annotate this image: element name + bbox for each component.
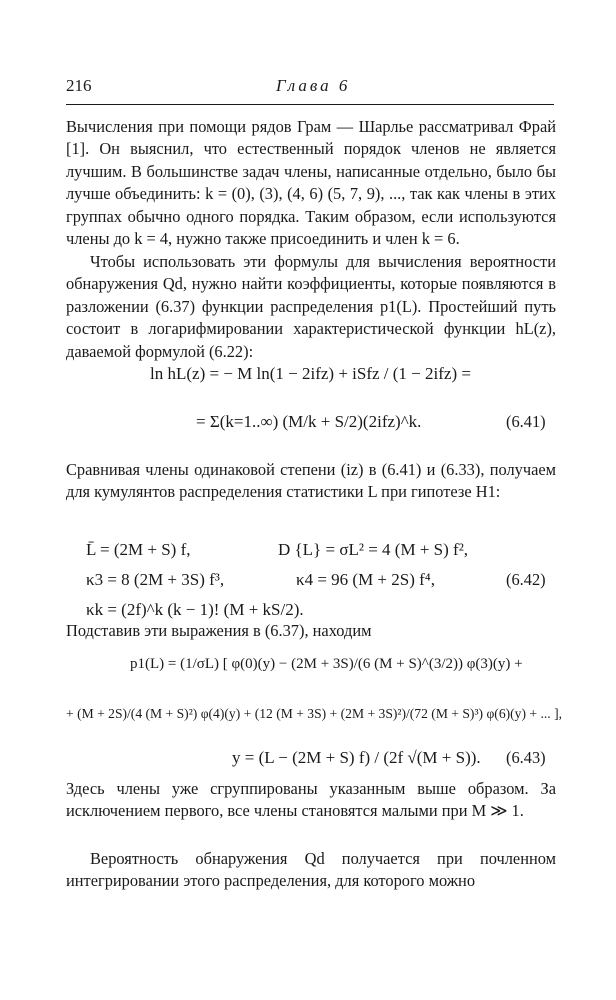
paragraph-2: Чтобы использовать эти формулы для вычисления вероятности обнаружения Qd, нужно найти коэффициенты, которые появляются в разложении (6.37) функции распределения p1(L). Простейший путь состоит в логарифмировании характеристической функции hL(z), даваемой формулой (6.22): <box>66 252 556 361</box>
chapter-title: Глава 6 <box>276 76 351 95</box>
equation-number-6-43: (6.43) <box>506 748 546 767</box>
equation-6-42-mean: L̄ = (2M + S) f, <box>86 540 191 559</box>
equation-number-6-42: (6.42) <box>506 570 546 589</box>
header-rule <box>66 104 554 105</box>
paragraph-4: Подставив эти выражения в (6.37), находим <box>66 621 372 640</box>
paragraph-5: Здесь члены уже сгруппированы указанным выше образом. За исключением первого, все члены становятся малыми при M ≫ 1. <box>66 779 556 821</box>
equation-6-43-line-3: y = (L − (2M + S) f) / (2f √(M + S)). <box>232 748 481 767</box>
paragraph-3: Сравнивая члены одинаковой степени (iz) в (6.41) и (6.33), получаем для кумулянтов распределения статистики L при гипотезе H1: <box>66 460 556 502</box>
equation-6-41-line-2: = Σ(k=1..∞) (M/k + S/2)(2ifz)^k. <box>196 412 422 431</box>
equation-6-42-kappa3: κ3 = 8 (2M + 3S) f³, <box>86 570 225 589</box>
paragraph-6: Вероятность обнаружения Qd получается при почленном интегрировании этого распределения, для которого можно <box>66 849 556 891</box>
equation-6-42-variance: D {L} = σL² = 4 (M + S) f², <box>278 540 469 559</box>
equation-6-43-line-2: + (M + 2S)/(4 (M + S)²) φ(4)(y) + (12 (M + 3S) + (2M + 3S)²)/(72 (M + S)³) φ(6)(y) + ... ], <box>66 706 562 721</box>
paragraph-1: Вычисления при помощи рядов Грам — Шарлье рассматривал Фрай [1]. Он выяснил, что естественный порядок членов не является лучшим. В большинстве задач члены, написанные отдельно, было бы лучше объединить: k = (0), (3), (4, 6) (5, 7, 9), ..., так как члены в этих группах обычно одного порядка. Таким образом, если используются члены до k = 4, нужно также присоединить и член k = 6. <box>66 117 556 249</box>
equation-number-6-41: (6.41) <box>506 412 546 431</box>
page-number: 216 <box>66 76 92 95</box>
running-header <box>66 76 554 100</box>
equation-6-43-line-1: p1(L) = (1/σL) [ φ(0)(y) − (2M + 3S)/(6 (M + S)^(3/2)) φ(3)(y) + <box>130 656 523 672</box>
equation-6-42-kappa-k: κk = (2f)^k (k − 1)! (M + kS/2). <box>86 600 304 619</box>
equation-6-42-kappa4: κ4 = 96 (M + 2S) f⁴, <box>296 570 435 589</box>
equation-6-41-line-1: ln hL(z) = − M ln(1 − 2ifz) + iSfz / (1 − 2ifz) = <box>150 364 471 383</box>
